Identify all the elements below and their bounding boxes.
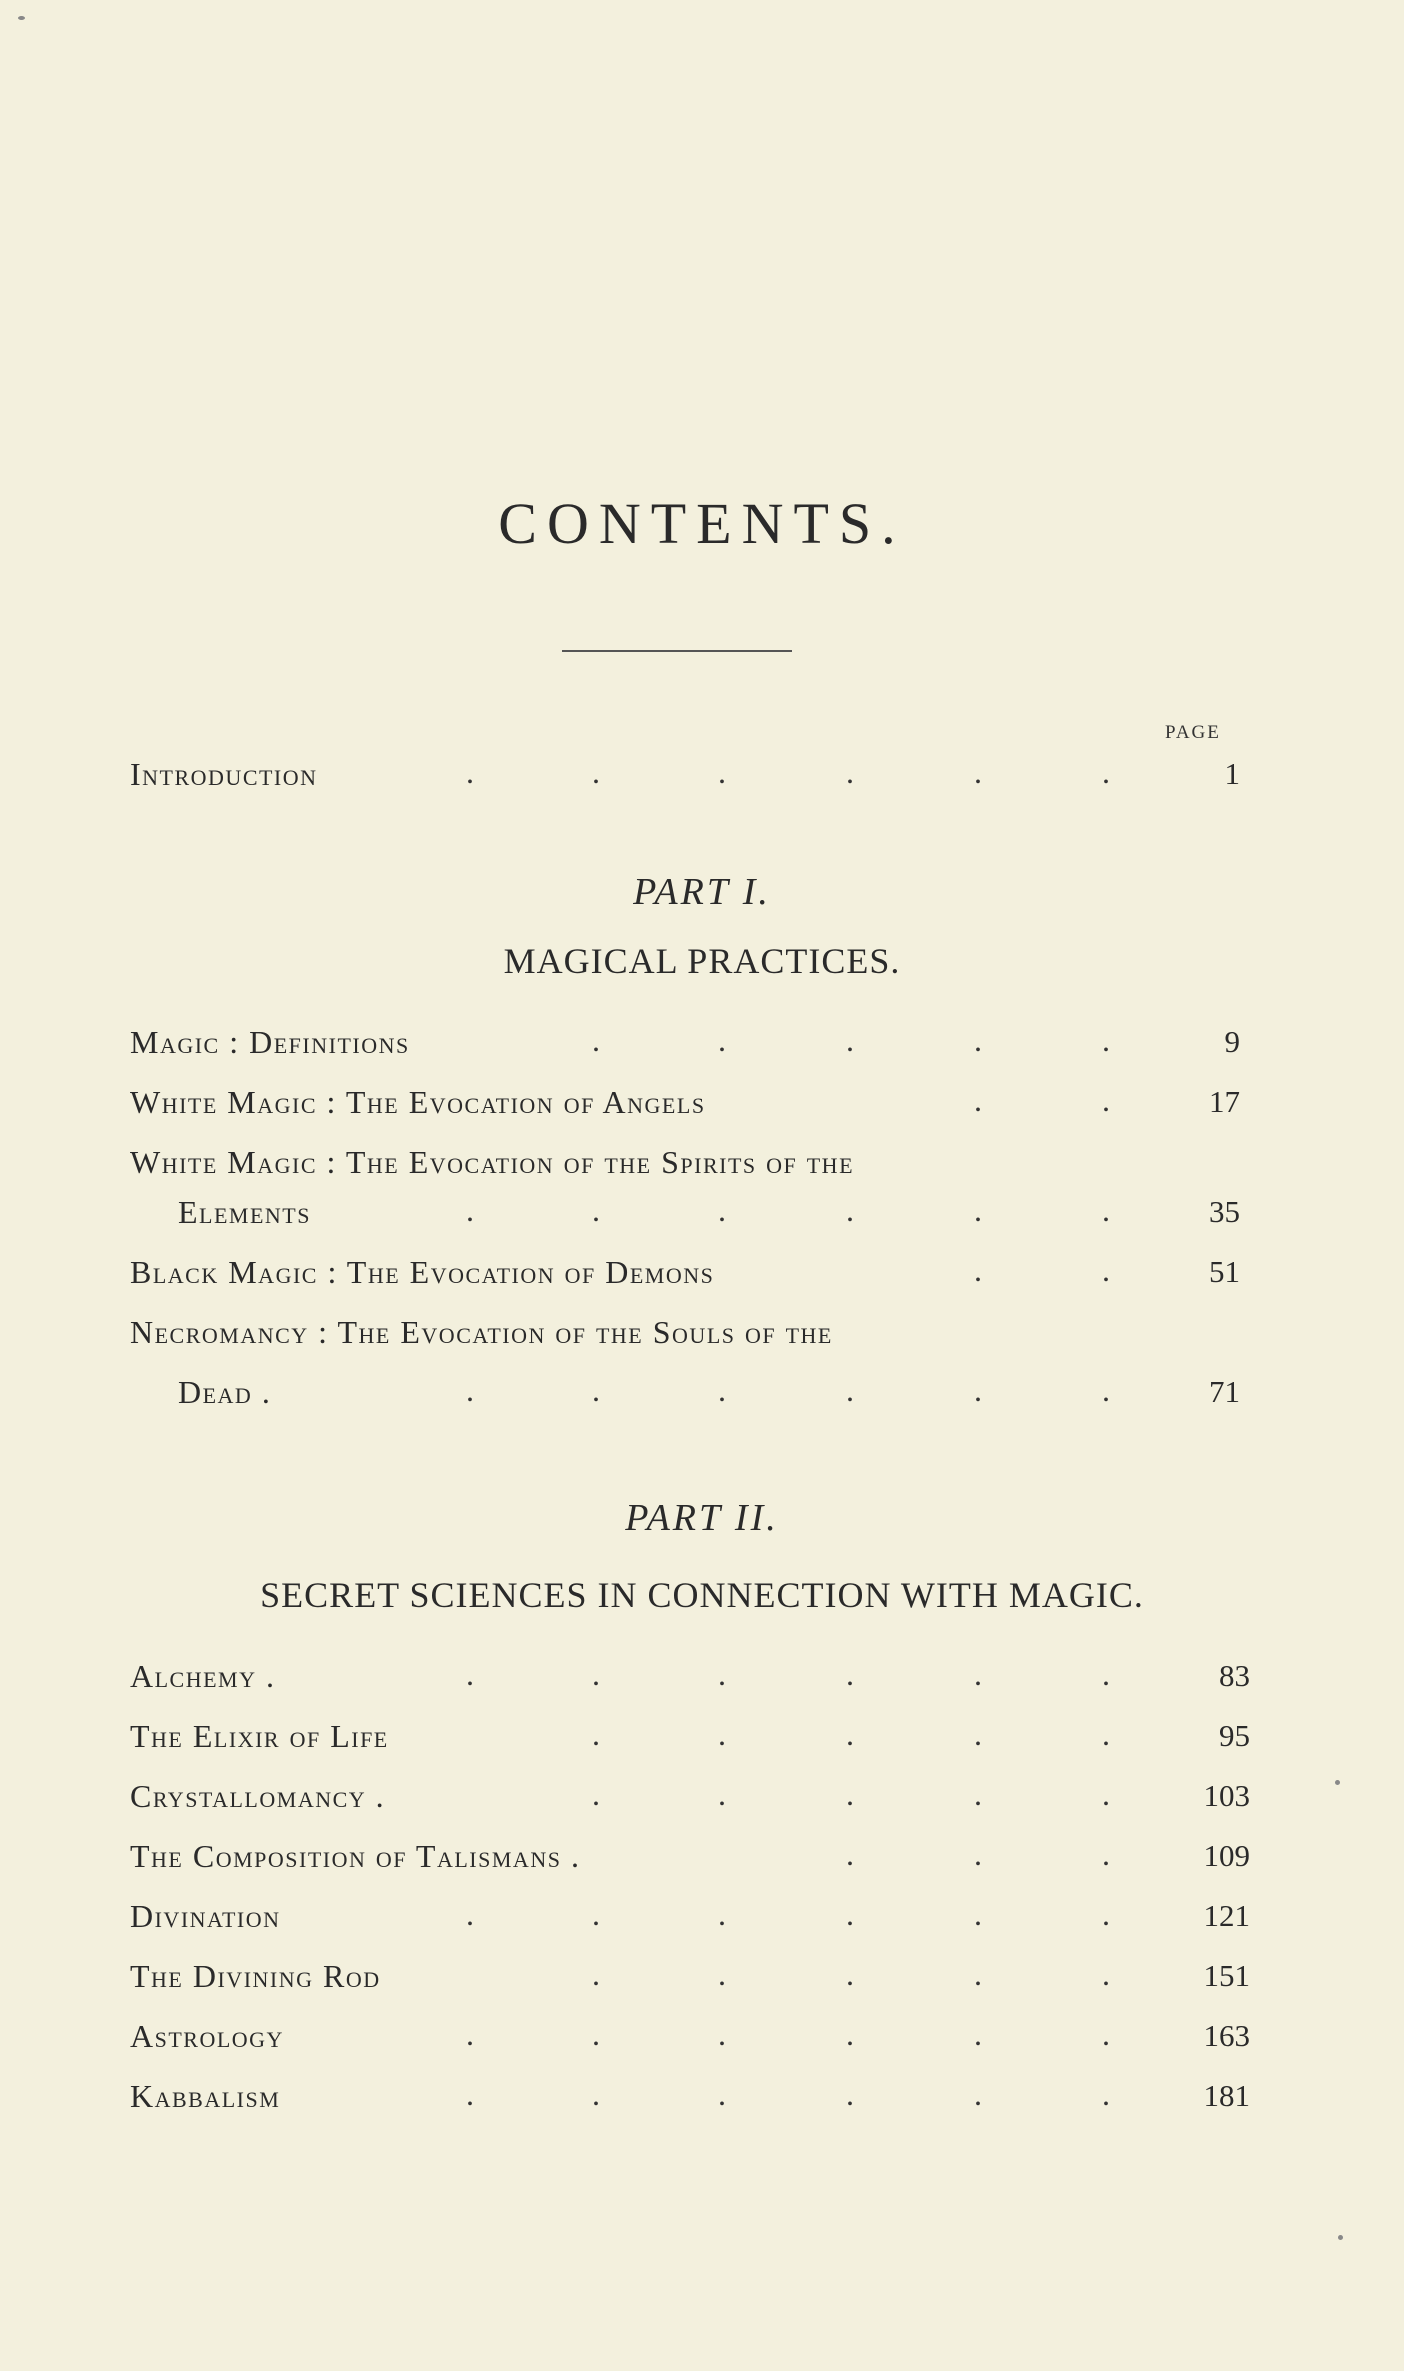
leader-dot: . — [846, 1372, 854, 1408]
leader-dot: . — [974, 1372, 982, 1408]
leader-dot: . — [718, 2016, 726, 2052]
leader-dot: . — [846, 1836, 854, 1872]
leader-dot: . — [466, 754, 474, 790]
leader-dot: . — [718, 1896, 726, 1932]
toc-entry: The Composition of Talismans . — [130, 1838, 581, 1874]
part-heading: PART II. — [625, 1497, 779, 1539]
leader-dot: . — [592, 1896, 600, 1932]
leader-dot: . — [1102, 1716, 1110, 1752]
leader-dot: . — [846, 1776, 854, 1812]
leader-dot: . — [718, 754, 726, 790]
toc-entry: Astrology — [130, 2018, 284, 2054]
leader-dot: . — [974, 2016, 982, 2052]
leader-dot: . — [1102, 1372, 1110, 1408]
leader-dot: . — [974, 1252, 982, 1288]
leader-dot: . — [466, 2016, 474, 2052]
leader-dot: . — [718, 1192, 726, 1228]
leader-dot: . — [974, 1956, 982, 1992]
leader-dot: . — [1102, 1192, 1110, 1228]
toc-page-number: 17 — [1209, 1084, 1240, 1119]
toc-page-number: 181 — [1203, 2078, 1250, 2113]
toc-page-number: 121 — [1203, 1898, 1250, 1933]
leader-dot: . — [974, 1192, 982, 1228]
title-divider — [562, 650, 792, 652]
leader-dot: . — [1102, 1022, 1110, 1058]
leader-dot: . — [974, 754, 982, 790]
toc-page-number: 109 — [1203, 1838, 1250, 1873]
leader-dot: . — [974, 2076, 982, 2112]
toc-entry: Necromancy : The Evocation of the Souls of the — [130, 1314, 833, 1350]
leader-dot: . — [1102, 2076, 1110, 2112]
toc-entry-continuation: Dead . — [178, 1374, 272, 1410]
leader-dot: . — [718, 1956, 726, 1992]
toc-page-number: 163 — [1203, 2018, 1250, 2053]
leader-dot: . — [846, 1716, 854, 1752]
leader-dot: . — [1102, 1252, 1110, 1288]
toc-entry: Black Magic : The Evocation of Demons — [130, 1254, 715, 1290]
leader-dot: . — [592, 754, 600, 790]
leader-dot: . — [592, 1716, 600, 1752]
toc-entry: White Magic : The Evocation of the Spirits of the — [130, 1144, 855, 1180]
toc-page-number: 103 — [1203, 1778, 1250, 1813]
part-subtitle: MAGICAL PRACTICES. — [503, 941, 901, 981]
paper-speck — [18, 16, 25, 20]
leader-dot: . — [466, 2076, 474, 2112]
leader-dot: . — [592, 1656, 600, 1692]
leader-dot: . — [592, 2016, 600, 2052]
leader-dot: . — [846, 1022, 854, 1058]
leader-dot: . — [846, 1656, 854, 1692]
toc-page-number: 83 — [1219, 1658, 1250, 1693]
leader-dot: . — [592, 1372, 600, 1408]
toc-page-number: 95 — [1219, 1718, 1250, 1753]
part-heading: PART I. — [633, 871, 771, 913]
toc-entry: Alchemy . — [130, 1658, 276, 1694]
toc-entry: The Elixir of Life — [130, 1718, 389, 1754]
leader-dot: . — [718, 1372, 726, 1408]
leader-dot: . — [846, 2016, 854, 2052]
toc-page-number: 9 — [1224, 1024, 1240, 1059]
leader-dot: . — [974, 1776, 982, 1812]
leader-dot: . — [718, 1776, 726, 1812]
leader-dot: . — [974, 1896, 982, 1932]
leader-dot: . — [1102, 1896, 1110, 1932]
leader-dot: . — [592, 1776, 600, 1812]
leader-dot: . — [718, 1656, 726, 1692]
leader-dot: . — [974, 1022, 982, 1058]
toc-entry: Crystallomancy . — [130, 1778, 386, 1814]
leader-dot: . — [846, 754, 854, 790]
page-column-header: PAGE — [1165, 722, 1221, 743]
toc-page-number: 71 — [1209, 1374, 1240, 1409]
toc-page-number: 1 — [1224, 756, 1240, 791]
leader-dot: . — [466, 1192, 474, 1228]
leader-dot: . — [592, 1022, 600, 1058]
toc-entry: The Divining Rod — [130, 1958, 381, 1994]
leader-dot: . — [974, 1656, 982, 1692]
toc-entry: White Magic : The Evocation of Angels — [130, 1084, 706, 1120]
leader-dot: . — [1102, 1956, 1110, 1992]
leader-dot: . — [718, 1716, 726, 1752]
paper-speck — [1338, 2235, 1343, 2240]
leader-dot: . — [592, 1192, 600, 1228]
leader-dot: . — [846, 1192, 854, 1228]
toc-entry: Kabbalism — [130, 2078, 281, 2114]
leader-dot: . — [592, 2076, 600, 2112]
leader-dot: . — [1102, 1836, 1110, 1872]
leader-dot: . — [718, 2076, 726, 2112]
leader-dot: . — [718, 1022, 726, 1058]
leader-dot: . — [974, 1082, 982, 1118]
leader-dot: . — [1102, 1776, 1110, 1812]
toc-page-number: 35 — [1209, 1194, 1240, 1229]
leader-dot: . — [1102, 754, 1110, 790]
page-title: CONTENTS. — [498, 491, 906, 556]
toc-entry: Magic : Definitions — [130, 1024, 410, 1060]
leader-dot: . — [974, 1836, 982, 1872]
leader-dot: . — [846, 1896, 854, 1932]
leader-dot: . — [1102, 1082, 1110, 1118]
toc-entry-continuation: Elements — [178, 1194, 311, 1230]
toc-entry-introduction: Introduction — [130, 756, 318, 792]
leader-dot: . — [846, 2076, 854, 2112]
leader-dot: . — [974, 1716, 982, 1752]
part-subtitle: SECRET SCIENCES IN CONNECTION WITH MAGIC. — [260, 1575, 1144, 1615]
leader-dot: . — [846, 1956, 854, 1992]
leader-dot: . — [466, 1656, 474, 1692]
toc-page-number: 151 — [1203, 1958, 1250, 1993]
leader-dot: . — [466, 1896, 474, 1932]
toc-entry: Divination — [130, 1898, 281, 1934]
leader-dot: . — [1102, 2016, 1110, 2052]
leader-dot: . — [1102, 1656, 1110, 1692]
leader-dot: . — [592, 1956, 600, 1992]
leader-dot: . — [466, 1372, 474, 1408]
paper-speck — [1335, 1780, 1340, 1785]
toc-page-number: 51 — [1209, 1254, 1240, 1289]
